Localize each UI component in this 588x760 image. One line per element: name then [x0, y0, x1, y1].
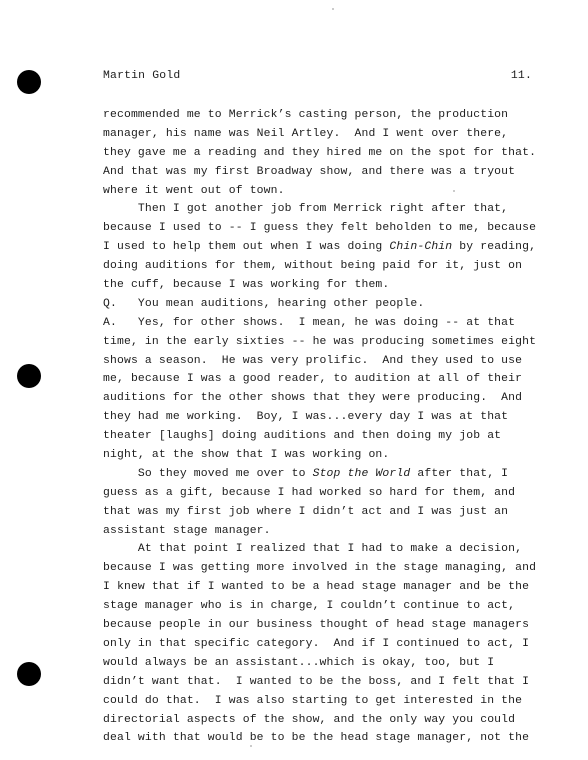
- scan-speck: [332, 8, 334, 10]
- transcript-line: shows a season. He was very prolific. And they used to use: [103, 354, 523, 367]
- page-number: 11.: [510, 70, 532, 82]
- transcript-line: recommended me to Merrick’s casting person, the production: [103, 109, 509, 121]
- transcript-line: stage manager who is in charge, I couldn’t continue to act,: [103, 600, 516, 613]
- scan-speck: [250, 745, 252, 747]
- transcript-line: could do that. I was also starting to get interested in the: [103, 694, 523, 707]
- binder-hole-top: [17, 70, 41, 94]
- transcript-line: directorial aspects of the show, and the only way you could: [103, 713, 516, 726]
- show-title: Stop the World: [312, 467, 411, 480]
- transcript-line: because people in our business thought of head stage managers: [103, 619, 530, 632]
- transcript-line: A. Yes, for other shows. I mean, he was doing -- at that: [103, 316, 516, 329]
- transcript-line: that was my first job where I didn’t act and I was just an: [103, 505, 509, 518]
- transcript-line: So they moved me over to Stop the World after that, I: [103, 467, 509, 480]
- transcript-line: assistant stage manager.: [103, 524, 271, 537]
- transcript-line: auditions for the other shows that they were producing. And: [103, 392, 523, 405]
- transcript-line: At that point I realized that I had to make a decision,: [103, 543, 523, 556]
- transcript-line: deal with that would be to be the head stage manager, not the: [103, 732, 530, 745]
- transcript-line: doing auditions for them, without being paid for it, just on: [103, 260, 523, 273]
- transcript-line: because I used to -- I guess they felt beholden to me, because: [103, 222, 537, 235]
- transcript-line: time, in the early sixties -- he was producing sometimes eight: [103, 335, 537, 348]
- transcript-line: Then I got another job from Merrick right after that,: [103, 203, 509, 216]
- transcript-line: because I was getting more involved in the stage managing, and: [103, 562, 537, 575]
- transcript-line: I knew that if I wanted to be a head stage manager and be the: [103, 581, 530, 594]
- show-title: Chin-Chin: [389, 241, 453, 254]
- transcript-line: I used to help them out when I was doing Chin-Chin by reading,: [103, 241, 537, 254]
- transcript-line: where it went out of town.: [103, 184, 285, 197]
- transcript-line: night, at the show that I was working on.: [103, 449, 390, 462]
- binder-hole-bottom: [17, 662, 41, 686]
- transcript-line: they had me working. Boy, I was...every day I was at that: [103, 411, 509, 424]
- transcript-body: [103, 106, 537, 748]
- transcript-line: would always be an assistant...which is okay, too, but I: [103, 656, 495, 669]
- transcript-line: manager, his name was Neil Artley. And I went over there,: [103, 127, 509, 140]
- transcript-line: Q. You mean auditions, hearing other people.: [103, 297, 425, 310]
- transcript-line: me, because I was a good reader, to audition at all of their: [103, 373, 523, 386]
- transcript-line: they gave me a reading and they hired me on the spot for that.: [103, 146, 537, 159]
- transcript-line: the cuff, because I was working for them.: [103, 279, 390, 292]
- transcript-line: only in that specific category. And if I continued to act, I: [103, 637, 530, 650]
- transcript-line: theater [laughs] doing auditions and then doing my job at: [103, 430, 502, 443]
- transcript-line: And that was my first Broadway show, and there was a tryout: [103, 165, 516, 178]
- scan-speck: [453, 190, 455, 192]
- transcript-line: didn’t want that. I wanted to be the boss, and I felt that I: [103, 675, 530, 688]
- binder-hole-middle: [17, 364, 41, 388]
- transcript-line: guess as a gift, because I had worked so hard for them, and: [103, 486, 516, 499]
- interviewee-name-header: Martin Gold: [103, 70, 181, 82]
